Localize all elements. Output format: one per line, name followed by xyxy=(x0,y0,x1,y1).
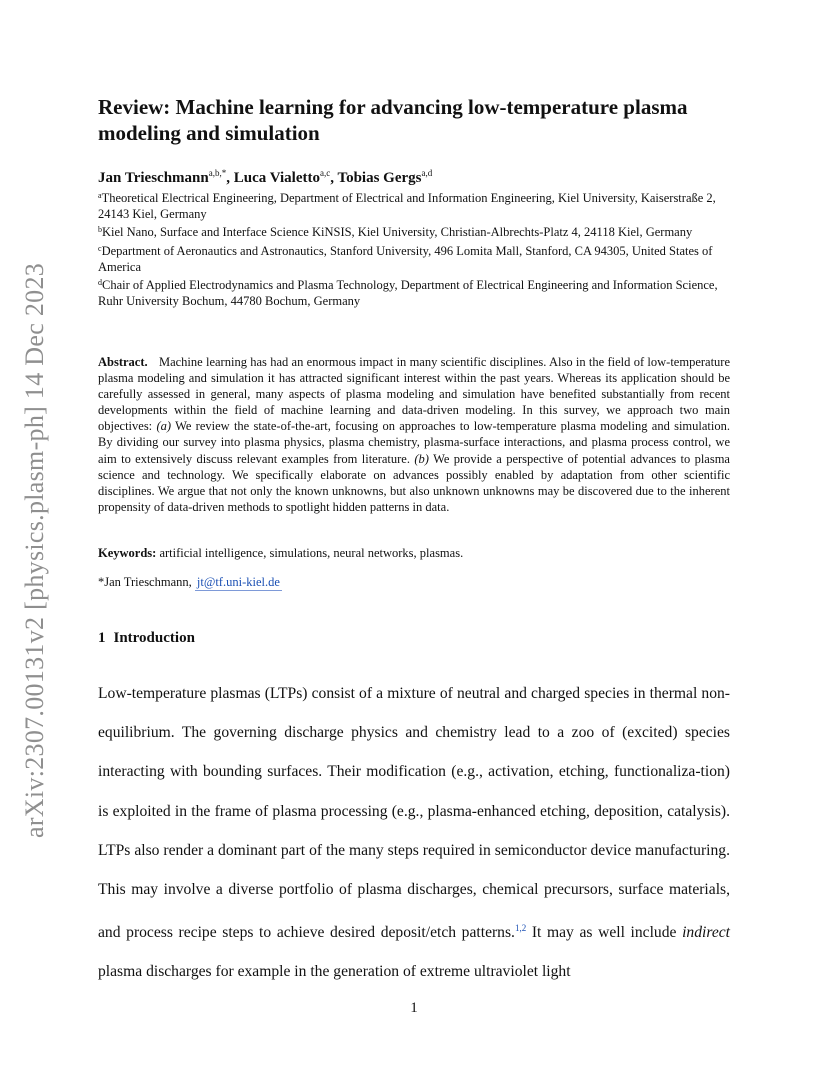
intro-text: It may as well include xyxy=(526,924,683,942)
affiliation-label: b xyxy=(98,225,102,235)
author-list: Jan Trieschmann$^{a,b,*}$, Luca Vialetto$^{a,c}$, Tobias Gergs$^{a,d}$ xyxy=(98,168,433,186)
affiliation-text: Department of Aeronautics and Astronautics, Stanford University, 496 Lomita Mall, Stanford, CA 94305, United States of America xyxy=(98,243,713,274)
affiliation-text: Chair of Applied Electrodynamics and Plasma Technology, Department of Electrical Engineering and Information Science, Ruhr University Bochum, 44780 Bochum, Germany xyxy=(98,278,718,309)
keywords-label: Keywords: xyxy=(98,546,157,560)
email-link[interactable]: jt@tf.uni-kiel.de xyxy=(196,575,280,589)
affiliation xyxy=(98,241,728,275)
arxiv-stamp: arXiv:2307.00131v2 [physics.plasm-ph] 14 Dec 2023 xyxy=(20,262,49,838)
abstract-text: We provide a perspective of potential advances to plasma science and technology. We specifically elaborate on advances possibly enabled by adaptation from other scientific disciplines. We argue that not only the known unknowns, but also unknown unknowns may be discovered due to the inherent propensity of data-driven methods to spotlight hidden patterns in data. xyxy=(98,451,730,514)
affiliation-text: Theoretical Electrical Engineering, Department of Electrical and Information Engineering, Kiel University, Kaiserstraße 2, 24143 Kiel, Germany xyxy=(98,191,716,222)
paper-title: Review: Machine learning for advancing low-temperature plasma modeling and simulation xyxy=(98,95,688,145)
affiliation xyxy=(98,222,728,240)
abstract-text: Machine learning has had an enormous impact in many scientific disciplines. Also in the field of low-temperature plasma modeling and simulation it has attracted significant interest within the past years. Whereas its application should be carefully assessed in general, many aspects of plasma modeling and simulation have benefited substantially from recent developments within the field of machine learning and data-driven modeling. In this survey, we approach two main objectives: xyxy=(98,355,731,434)
affiliation-label: c xyxy=(98,243,102,253)
abstract-marker: (a) xyxy=(156,419,172,434)
affiliation-text: Kiel Nano, Surface and Interface Science KiNSIS, Kiel University, Christian-Albrechts-Platz 4, 24118 Kiel, Germany xyxy=(102,225,693,240)
author-name: Luca Vialetto xyxy=(233,170,320,186)
page-number: 1 xyxy=(410,1000,418,1016)
affiliation-label: d xyxy=(98,278,102,288)
author-affiliation-marker: a,d xyxy=(421,168,433,178)
author-affiliation-marker: a,b,* xyxy=(208,168,227,178)
affiliation xyxy=(98,188,728,222)
abstract-marker: (b) xyxy=(414,451,429,466)
abstract-text: We review the state-of-the-art, focusing on approaches to low-temperature plasma modeling and simulation. By dividing our survey into plasma physics, plasma chemistry, plasma-surface interactions, and plasma process control, we aim to extensively discuss relevant examples from literature. xyxy=(98,419,730,466)
corresponding-author-name: *Jan Trieschmann, xyxy=(98,575,192,589)
keywords xyxy=(98,546,730,561)
section-heading xyxy=(98,630,195,647)
author-name: Jan Trieschmann xyxy=(98,170,209,186)
intro-emphasis: indirect xyxy=(682,924,731,942)
corresponding-author xyxy=(98,575,282,590)
affiliation-list xyxy=(98,188,728,309)
abstract xyxy=(98,354,730,515)
affiliation xyxy=(98,275,728,309)
keywords-text: artificial intelligence, simulations, neural networks, plasmas. xyxy=(159,546,464,560)
intro-text: plasma discharges for example in the generation of extreme ultraviolet light xyxy=(98,963,571,981)
citation-link[interactable]: 1,2 xyxy=(514,923,527,934)
author-name: Tobias Gergs xyxy=(337,170,422,186)
intro-paragraph xyxy=(98,674,730,992)
intro-text: Low-temperature plasmas (LTPs) consist of a mixture of neutral and charged species in thermal non-equilibrium. The governing discharge physics and chemistry lead to a zoo of (excited) species interacting with bounding surfaces. Their modification (e.g., activation, etching, functionaliza-tion) is exploited in the frame of plasma processing (e.g., plasma-enhanced etching, deposition, catalysis). LTPs also render a dominant part of the many steps required in semiconductor device manufacturing. This may involve a diverse portfolio of plasma discharges, chemical precursors, surface materials, and process recipe steps to achieve desired deposit/etch patterns. xyxy=(98,685,730,942)
author-affiliation-marker: a,c xyxy=(319,168,331,178)
affiliation-label: a xyxy=(98,191,102,200)
abstract-label: Abstract. xyxy=(98,355,148,369)
section-title: Introduction xyxy=(113,630,195,646)
section-number: 1 xyxy=(98,630,106,646)
